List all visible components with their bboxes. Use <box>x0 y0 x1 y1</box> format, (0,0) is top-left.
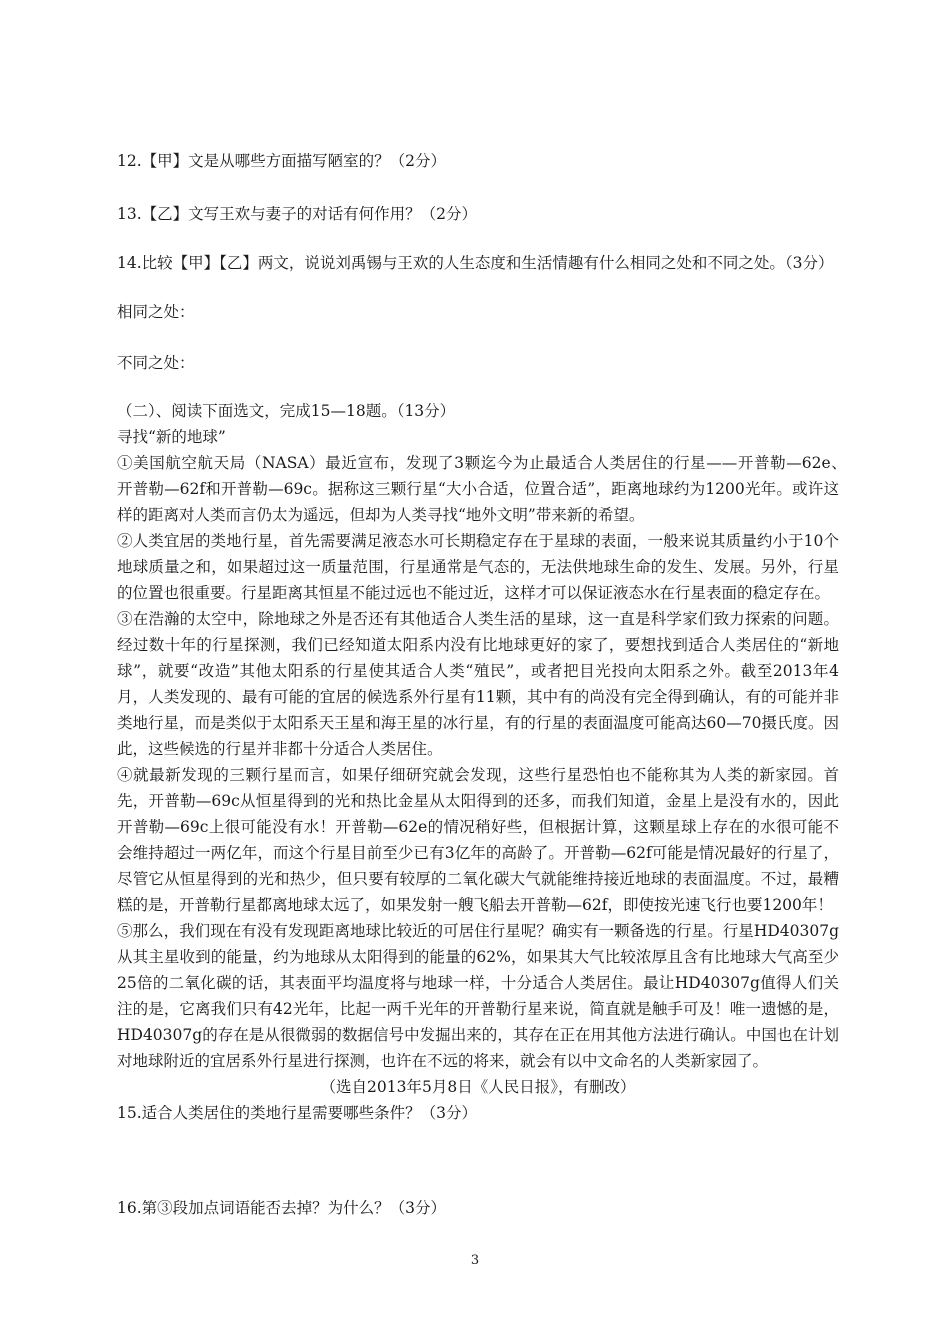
question-12: 12.【甲】文是从哪些方面描写陋室的？（2分） <box>117 152 447 170</box>
question-13: 13.【乙】文写王欢与妻子的对话有何作用？（2分） <box>117 205 478 223</box>
page-number: 3 <box>470 1253 480 1268</box>
reading-passage <box>117 398 855 1126</box>
question-15: 15.适合人类居住的类地行星需要哪些条件？（3分） <box>117 1104 478 1122</box>
diff-label: 不同之处： <box>117 354 195 372</box>
paragraph-3: ③在浩瀚的太空中，除地球之外是否还有其他适合人类生活的星球，这一直是科学家们致力探索的问题。经过数十年的行星探测，我们已经知道太阳系内没有比地球更好的家了，要想找到适合人类居住的“新地球”，就要“改造”其他太阳系的行星使其适合人类“殖民”，或者把目光投向太阳系之外。截至2013年4月，人类发现的、最有可能的宜居的候选系外行星有11颗，其中有的尚没有完全得到确认，有的可能并非类地行星，而是类似于太阳系天王星和海王星的冰行星，有的行星的表面温度可能高达60—70摄氏度。因此，这些候选的行星并非都十分适合人类居住。 <box>117 610 839 758</box>
question-16: 16.第③段加点词语能否去掉？为什么？（3分） <box>117 1199 447 1217</box>
paragraph-2: ②人类宜居的类地行星，首先需要满足液态水可长期稳定存在于星球的表面，一般来说其质量约小于10个地球质量之和，如果超过这一质量范围，行星通常是气态的，无法供地球生命的发生、发展。另外，行星的位置也很重要。行星距离其恒星不能过远也不能过近，这样才可以保证液态水在行星表面的稳定存在。 <box>117 532 839 602</box>
source-citation: （选自2013年5月8日《人民日报》，有删改） <box>320 1078 636 1096</box>
paragraph-1: ①美国航空航天局（NASA）最近宣布，发现了3颗迄今为止最适合人类居住的行星——开普勒—62e、 开普勒—62f和开普勒—69c。据称这三颗行星“大小合适，位置合适”，距离地球约为1200光年。或许这样的距离对人类而言仍太为遥远，但却为人类寻找“地外文明”带来新的希望。 <box>117 454 855 524</box>
question-14: 14.比较【甲】【乙】两文，说说刘禹锡与王欢的人生态度和生活情趣有什么相同之处和不同之处。（3分） <box>117 254 834 272</box>
paragraph-4: ④就最新发现的三颗行星而言，如果仔细研究就会发现，这些行星恐怕也不能称其为人类的新家园。首先，开普勒—69c从恒星得到的光和热比金星从太阳得到的还多，而我们知道，金星上是没有水的，因此开普勒—69c上很可能没有水！开普勒—62e的情况稍好些，但根据计算，这颗星球上存在的水很可能不会维持超过一两亿年，而这个行星目前至少已有3亿年的高龄了。开普勒—62f可能是情况最好的行星了，尽管它从恒星得到的光和热少，但只要有较厚的二氧化碳大气就能维持接近地球的表面温度。不过，最糟糕的是，开普勒行星都离地球太远了，如果发射一艘飞船去开普勒—62f，即使按光速飞行也要1200年！ <box>117 766 839 914</box>
section-heading: （二）、阅读下面选文，完成15—18题。（13分） <box>117 402 456 420</box>
article-title: 寻找“新的地球” <box>117 428 226 446</box>
same-label: 相同之处： <box>117 303 195 321</box>
paragraph-5: ⑤那么，我们现在有没有发现距离地球比较近的可居住行星呢？确实有一颗备选的行星。行星HD40307g从其主星收到的能量，约为地球从太阳得到的能量的62%，如果其大气比较浓厚且含有比地球大气高至少25倍的二氧化碳的话，其表面平均温度将与地球一样，十分适合人类居住。最让HD40307g值得人们关注的是，它离我们只有42光年，比起一两千光年的开普勒行星来说，简直就是触手可及！唯一遗憾的是，HD40307g的存在是从很微弱的数据信号中发掘出来的，其存在正在用其他方法进行确认。中国也在计划对地球附近的宜居系外行星进行探测，也许在不远的将来，就会有以中文命名的人类新家园了。 <box>117 922 839 1070</box>
